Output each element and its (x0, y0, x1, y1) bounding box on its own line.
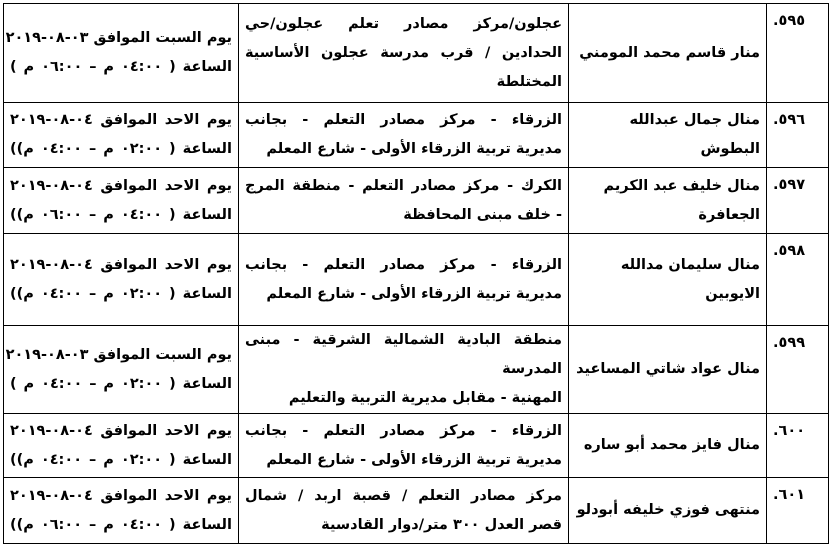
exam-center (239, 168, 569, 234)
row-number: ٥٩٨. (767, 234, 829, 326)
exam-date (4, 103, 239, 168)
schedule-page (3, 3, 828, 544)
time-line: الساعة ( ٠٢:٠٠ م – ٠٤:٠٠ م)) (10, 285, 232, 302)
center-line: المهنية - مقابل مديرية التربية والتعليم (288, 390, 562, 406)
center-line: عجلون/مركز مصادر تعلم عجلون/حي (245, 15, 562, 32)
exam-date (4, 326, 239, 414)
candidate-name: منار قاسم محمد المومني (569, 4, 767, 103)
center-line: الحدادين / قرب مدرسة عجلون الأساسية (245, 44, 562, 61)
center-line: مديرية تربية الزرقاء الأولى - شارع المعلم (266, 451, 562, 468)
exam-center (239, 478, 569, 544)
center-line: المختلطة (496, 73, 562, 90)
candidate-name: منال سليمان مدالله الايوبين (569, 234, 767, 326)
exam-date (4, 168, 239, 234)
date-line: يوم الاحد الموافق ٠٤-٠٨-٢٠١٩ (10, 256, 232, 273)
schedule-table (3, 3, 829, 544)
row-number: ٦٠١. (767, 478, 829, 544)
exam-center (239, 4, 569, 103)
time-line: الساعة ( ٠٤:٠٠ م – ٠٦:٠٠ م)) (10, 206, 232, 223)
row-number: ٥٩٥. (767, 4, 829, 103)
exam-center (239, 414, 569, 478)
center-line: مديرية تربية الزرقاء الأولى - شارع المعلم (266, 141, 562, 157)
center-line: الزرقاء - مركز مصادر التعلم - بجانب (245, 256, 562, 273)
exam-date (4, 414, 239, 478)
row-number: ٥٩٧. (767, 168, 829, 234)
candidate-name: منال عواد شاتي المساعيد (569, 326, 767, 414)
candidate-name: منال جمال عبدالله البطوش (569, 103, 767, 168)
time-line: الساعة ( ٠٤:٠٠ م – ٠٦:٠٠ م)) (10, 516, 232, 533)
row-number: ٦٠٠. (767, 414, 829, 478)
time-line: الساعة ( ٠٢:٠٠ م – ٠٤:٠٠ م)) (10, 451, 232, 468)
center-line: الزرقاء - مركز مصادر التعلم - بجانب (245, 112, 562, 128)
table-row (4, 168, 829, 234)
time-line: الساعة ( ٠٤:٠٠ م – ٠٦:٠٠ م ) (10, 59, 232, 75)
date-line: يوم الاحد الموافق ٠٤-٠٨-٢٠١٩ (10, 112, 232, 128)
candidate-name: منال فايز محمد أبو ساره (569, 414, 767, 478)
row-number: ٥٩٩. (767, 326, 829, 414)
candidate-name: منتهى فوزي خليفه أبودلو (569, 478, 767, 544)
date-line: يوم الاحد الموافق ٠٤-٠٨-٢٠١٩ (10, 487, 232, 504)
time-line: الساعة ( ٠٢:٠٠ م – ٠٤:٠٠ م)) (10, 141, 232, 157)
time-line: الساعة ( ٠٢:٠٠ م – ٠٤:٠٠ م ) (10, 375, 232, 392)
center-line: - خلف مبنى المحافظة (403, 206, 562, 223)
table-row (4, 103, 829, 168)
candidate-name: منال خليف عبد الكريم الجعافرة (569, 168, 767, 234)
date-line: يوم الاحد الموافق ٠٤-٠٨-٢٠١٩ (10, 422, 232, 439)
table-row (4, 326, 829, 414)
center-line: منطقة البادية الشمالية الشرقية - مبنى المدرسة (245, 332, 562, 377)
center-line: الزرقاء - مركز مصادر التعلم - بجانب (245, 422, 562, 439)
center-line: الكرك - مركز مصادر التعلم - منطقة المرج (245, 177, 562, 194)
row-number: ٥٩٦. (767, 103, 829, 168)
exam-center (239, 234, 569, 326)
exam-date (4, 478, 239, 544)
date-line: يوم السبت الموافق ٠٣-٠٨-٢٠١٩ (5, 346, 232, 363)
center-line: مركز مصادر التعلم / قصبة اربد / شمال (245, 487, 562, 504)
table-row (4, 4, 829, 103)
center-line: مديرية تربية الزرقاء الأولى - شارع المعلم (266, 285, 562, 302)
exam-date (4, 4, 239, 103)
date-line: يوم السبت الموافق ٠٣-٠٨-٢٠١٩ (5, 30, 232, 46)
exam-center (239, 103, 569, 168)
table-row (4, 478, 829, 544)
center-line: قصر العدل ٣٠٠ متر/دوار القادسية (321, 516, 562, 533)
exam-center (239, 326, 569, 414)
exam-date (4, 234, 239, 326)
date-line: يوم الاحد الموافق ٠٤-٠٨-٢٠١٩ (10, 177, 232, 194)
table-row (4, 414, 829, 478)
table-row (4, 234, 829, 326)
